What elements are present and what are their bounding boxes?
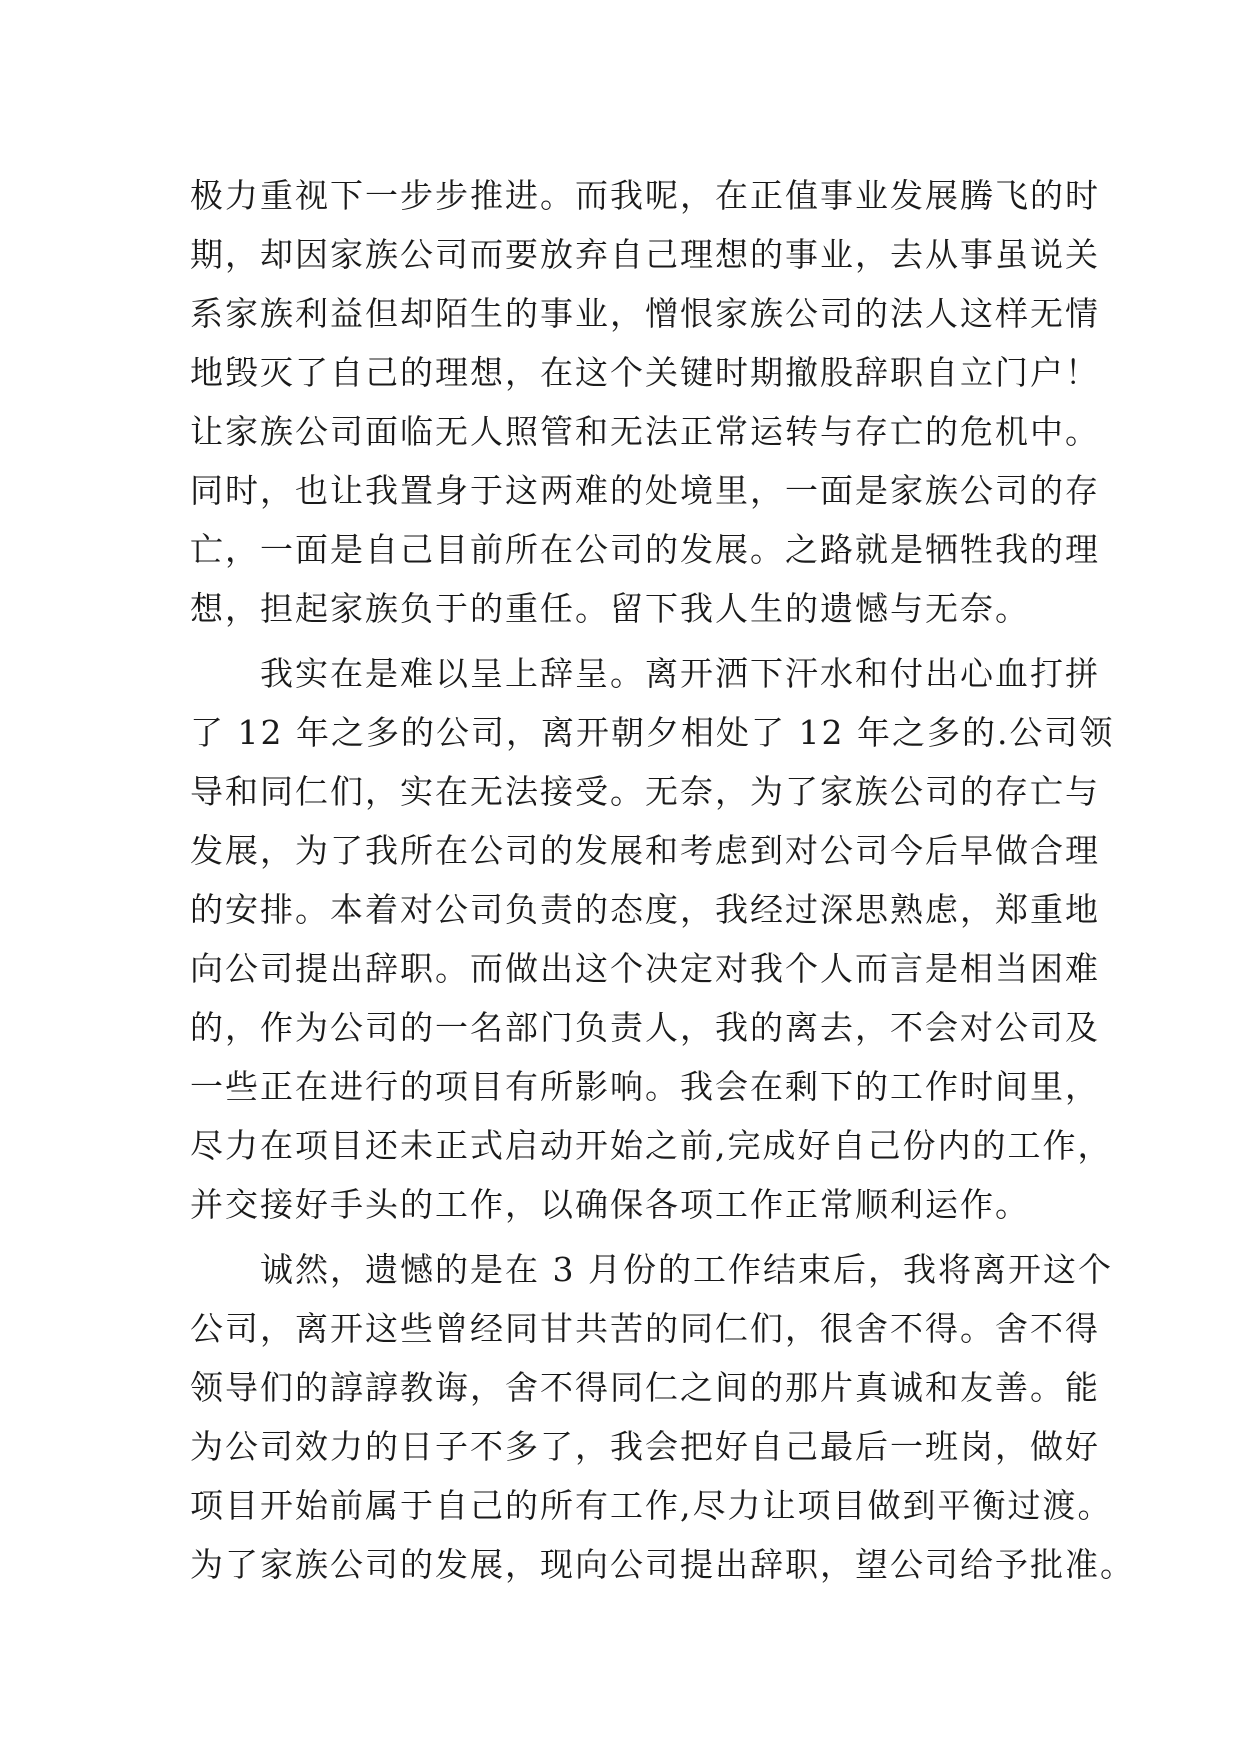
- paragraph-2: [190, 644, 1115, 1234]
- text-line: 发展，为了我所在公司的发展和考虑到对公司今后早做合理: [190, 831, 1100, 870]
- text-line: 项目开始前属于自己的所有工作,尽力让项目做到平衡过渡。: [190, 1486, 1113, 1525]
- text-line: 的安排。本着对公司负责的态度，我经过深思熟虑，郑重地: [190, 890, 1100, 929]
- text-line: 想，担起家族负于的重任。留下我人生的遗憾与无奈。: [190, 589, 1030, 628]
- text-line: 公司，离开这些曾经同甘共苦的同仁们，很舍不得。舍不得: [190, 1309, 1100, 1348]
- text-line: 为公司效力的日子不多了，我会把好自己最后一班岗，做好: [190, 1427, 1100, 1466]
- paragraph-1: [190, 166, 1100, 638]
- text-line: 的，作为公司的一名部门负责人，我的离去，不会对公司及: [190, 1008, 1100, 1047]
- text-line: 让家族公司面临无人照管和无法正常运转与存亡的危机中。: [190, 412, 1100, 451]
- letter-body: [190, 160, 1135, 1594]
- text-line: 领导们的諄諄教诲，舍不得同仁之间的那片真诚和友善。能: [190, 1368, 1100, 1407]
- text-line: 向公司提出辞职。而做出这个决定对我个人而言是相当困难: [190, 949, 1100, 988]
- text-line: 导和同仁们，实在无法接受。无奈，为了家族公司的存亡与: [190, 772, 1100, 811]
- text-line: 期，却因家族公司而要放弃自己理想的事业，去从事虽说关: [190, 235, 1100, 274]
- text-line: 极力重视下一步步推进。而我呢，在正值事业发展腾飞的时: [190, 176, 1100, 215]
- text-line: 并交接好手头的工作，以确保各项工作正常顺利运作。: [190, 1185, 1030, 1224]
- text-line: 亡，一面是自己目前所在公司的发展。之路就是牺牲我的理: [190, 530, 1100, 569]
- text-line: 为了家族公司的发展，现向公司提出辞职，望公司给予批准。: [190, 1545, 1135, 1584]
- paragraph-3: [190, 1240, 1135, 1594]
- text-line: 系家族利益但却陌生的事业，憎恨家族公司的法人这样无情: [190, 294, 1100, 333]
- text-line: 同时，也让我置身于这两难的处境里，一面是家族公司的存: [190, 471, 1100, 510]
- text-line: 地毁灭了自己的理想，在这个关键时期撤股辞职自立门户！: [190, 353, 1100, 392]
- text-line: 了 12 年之多的公司，离开朝夕相处了 12 年之多的.公司领: [190, 713, 1115, 752]
- text-line: 尽力在项目还未正式启动开始之前,完成好自己份内的工作，: [190, 1126, 1113, 1165]
- text-line: 我实在是难以呈上辞呈。离开洒下汗水和付出心血打拼: [190, 654, 1100, 693]
- text-line: 一些正在进行的项目有所影响。我会在剩下的工作时间里，: [190, 1067, 1100, 1106]
- text-line: 诚然，遗憾的是在 3 月份的工作结束后，我将离开这个: [190, 1250, 1113, 1289]
